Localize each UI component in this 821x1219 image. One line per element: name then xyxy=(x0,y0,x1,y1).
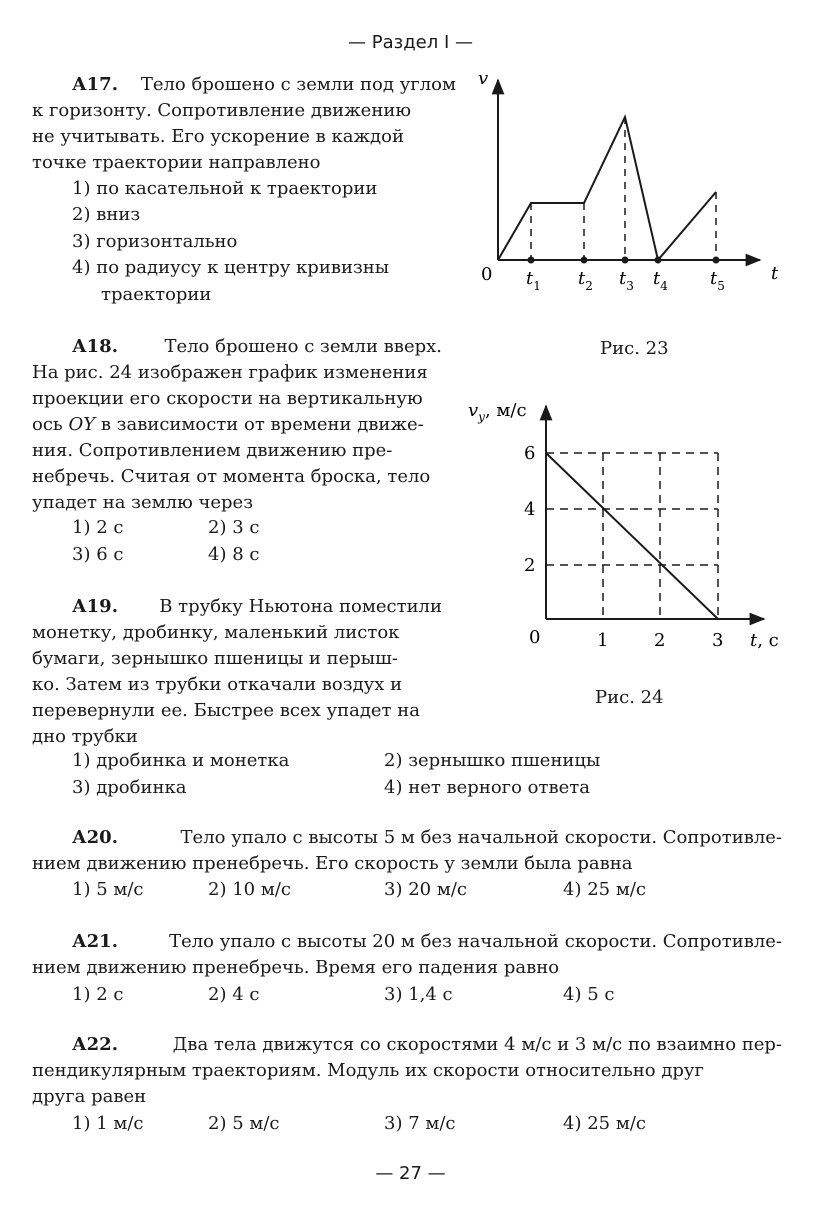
question-number: А20. xyxy=(72,827,118,848)
question-text-line: друга равен xyxy=(32,1086,147,1107)
answer-option: 2) 3 с xyxy=(208,517,260,538)
answer-option: 2) зернышко пшеницы xyxy=(384,750,601,771)
answer-option: 1) 2 с xyxy=(72,984,124,1005)
x-tick-label: 3 xyxy=(712,630,724,651)
y-tick-label: 2 xyxy=(524,555,536,576)
tick-dot xyxy=(622,257,629,264)
question-text-line: дно трубки xyxy=(32,726,138,747)
tick-dot xyxy=(581,257,588,264)
question-number: А19. xyxy=(72,596,118,617)
question-number: А21. xyxy=(72,931,118,952)
question-text-line: Тело упало с высоты 20 м без начальной скорости. Сопротивле- xyxy=(169,931,782,952)
answer-option: 1) 5 м/с xyxy=(72,879,144,900)
question-text-line: проекции его скорости на вертикальную xyxy=(32,388,423,409)
question-a19 xyxy=(32,594,442,750)
answer-option: 4) 5 с xyxy=(563,984,615,1005)
answer-option: 3) 7 м/с xyxy=(384,1113,456,1134)
question-number: А22. xyxy=(72,1034,118,1055)
question-a21 xyxy=(32,929,782,981)
answer-option: 1) 1 м/с xyxy=(72,1113,144,1134)
velocity-line xyxy=(498,117,716,260)
question-text-line: ния. Сопротивлением движению пре- xyxy=(32,440,393,461)
y-tick-label: 4 xyxy=(524,499,536,520)
question-text-line: Тело упало с высоты 5 м без начальной скорости. Сопротивле- xyxy=(180,827,782,848)
answer-option: 1) по касательной к траектории xyxy=(72,178,378,199)
tick-dot xyxy=(655,257,662,264)
figure-24-velocity-graph xyxy=(462,394,792,664)
question-text-line: пендикулярным траекториям. Модуль их скорости относительно друг xyxy=(32,1060,704,1081)
answer-option: 4) нет верного ответа xyxy=(384,777,590,798)
answer-option: 4) 25 м/с xyxy=(563,879,646,900)
tick-label: $t_5$ xyxy=(710,268,725,293)
tick-dot xyxy=(713,257,720,264)
answer-option: 4) 25 м/с xyxy=(563,1113,646,1134)
tick-label: $t_4$ xyxy=(653,268,668,293)
answer-option: 2) 4 с xyxy=(208,984,260,1005)
question-text-line: ось ОY в зависимости от времени движе- xyxy=(32,414,424,435)
question-text-line: бумаги, зернышко пшеницы и перыш- xyxy=(32,648,398,669)
tick-label: $t_1$ xyxy=(526,268,541,293)
question-a17 xyxy=(32,72,456,176)
answer-option: 1) дробинка и монетка xyxy=(72,750,290,771)
question-text-line: небречь. Считая от момента броска, тело xyxy=(32,466,431,487)
page-number: — 27 — xyxy=(375,1163,446,1184)
answer-option: 2) вниз xyxy=(72,204,141,225)
figure-24-caption: Рис. 24 xyxy=(595,687,664,708)
question-number: А17. xyxy=(72,74,118,95)
question-text-line: нием движению пренебречь. Время его падения равно xyxy=(32,957,560,978)
y-axis-label: $v_y$, м/с xyxy=(468,400,527,424)
x-tick-label: 1 xyxy=(597,630,609,651)
answer-option: 3) 20 м/с xyxy=(384,879,467,900)
answer-option: 3) 6 с xyxy=(72,544,124,565)
question-a22 xyxy=(32,1032,782,1110)
question-text-line: не учитывать. Его ускорение в каждой xyxy=(32,126,404,147)
y-tick-label: 6 xyxy=(524,443,536,464)
answer-option: 3) горизонтально xyxy=(72,231,238,252)
origin-label: 0 xyxy=(529,627,541,648)
y-axis-label: v xyxy=(478,68,489,89)
velocity-line xyxy=(546,453,718,619)
question-text-line: Тело брошено с земли под углом xyxy=(140,74,456,95)
question-text-line: ко. Затем из трубки откачали воздух и xyxy=(32,674,403,695)
tick-label: $t_2$ xyxy=(578,268,593,293)
question-number: А18. xyxy=(72,336,118,357)
question-a20 xyxy=(32,825,782,877)
question-text-line: точке траектории направлено xyxy=(32,152,321,173)
question-text-line: монетку, дробинку, маленький листок xyxy=(32,622,400,643)
answer-option: 4) 8 с xyxy=(208,544,260,565)
answer-option: 3) 1,4 с xyxy=(384,984,453,1005)
question-text-line: На рис. 24 изображен график изменения xyxy=(32,362,428,383)
x-tick-label: 2 xyxy=(654,630,666,651)
answer-option: 2) 10 м/с xyxy=(208,879,291,900)
question-text-line: В трубку Ньютона поместили xyxy=(159,596,442,617)
question-text-line: нием движению пренебречь. Его скорость у земли была равна xyxy=(32,853,633,874)
answer-option: 2) 5 м/с xyxy=(208,1113,280,1134)
question-a18 xyxy=(32,334,442,516)
question-text-line: упадет на землю через xyxy=(32,492,254,513)
tick-label: $t_3$ xyxy=(619,268,634,293)
answer-option: 3) дробинка xyxy=(72,777,187,798)
question-text-line: Тело брошено с земли вверх. xyxy=(164,336,442,357)
question-text-line: перевернули ее. Быстрее всех упадет на xyxy=(32,700,420,721)
origin-label: 0 xyxy=(481,264,493,285)
answer-option: 4) по радиусу к центру кривизны xyxy=(72,257,390,278)
figure-23-caption: Рис. 23 xyxy=(600,338,669,359)
answer-option: 1) 2 с xyxy=(72,517,124,538)
running-header: — Раздел I — xyxy=(348,32,473,53)
tick-dot xyxy=(528,257,535,264)
figure-23-velocity-graph xyxy=(470,66,790,306)
question-text-line: Два тела движутся со скоростями 4 м/с и 3 м/с по взаимно пер- xyxy=(172,1034,782,1055)
answer-option-continuation: траектории xyxy=(101,284,212,305)
x-axis-label: t, с xyxy=(750,630,779,651)
x-axis-label: t xyxy=(771,263,779,284)
question-text-line: к горизонту. Сопротивление движению xyxy=(32,100,412,121)
